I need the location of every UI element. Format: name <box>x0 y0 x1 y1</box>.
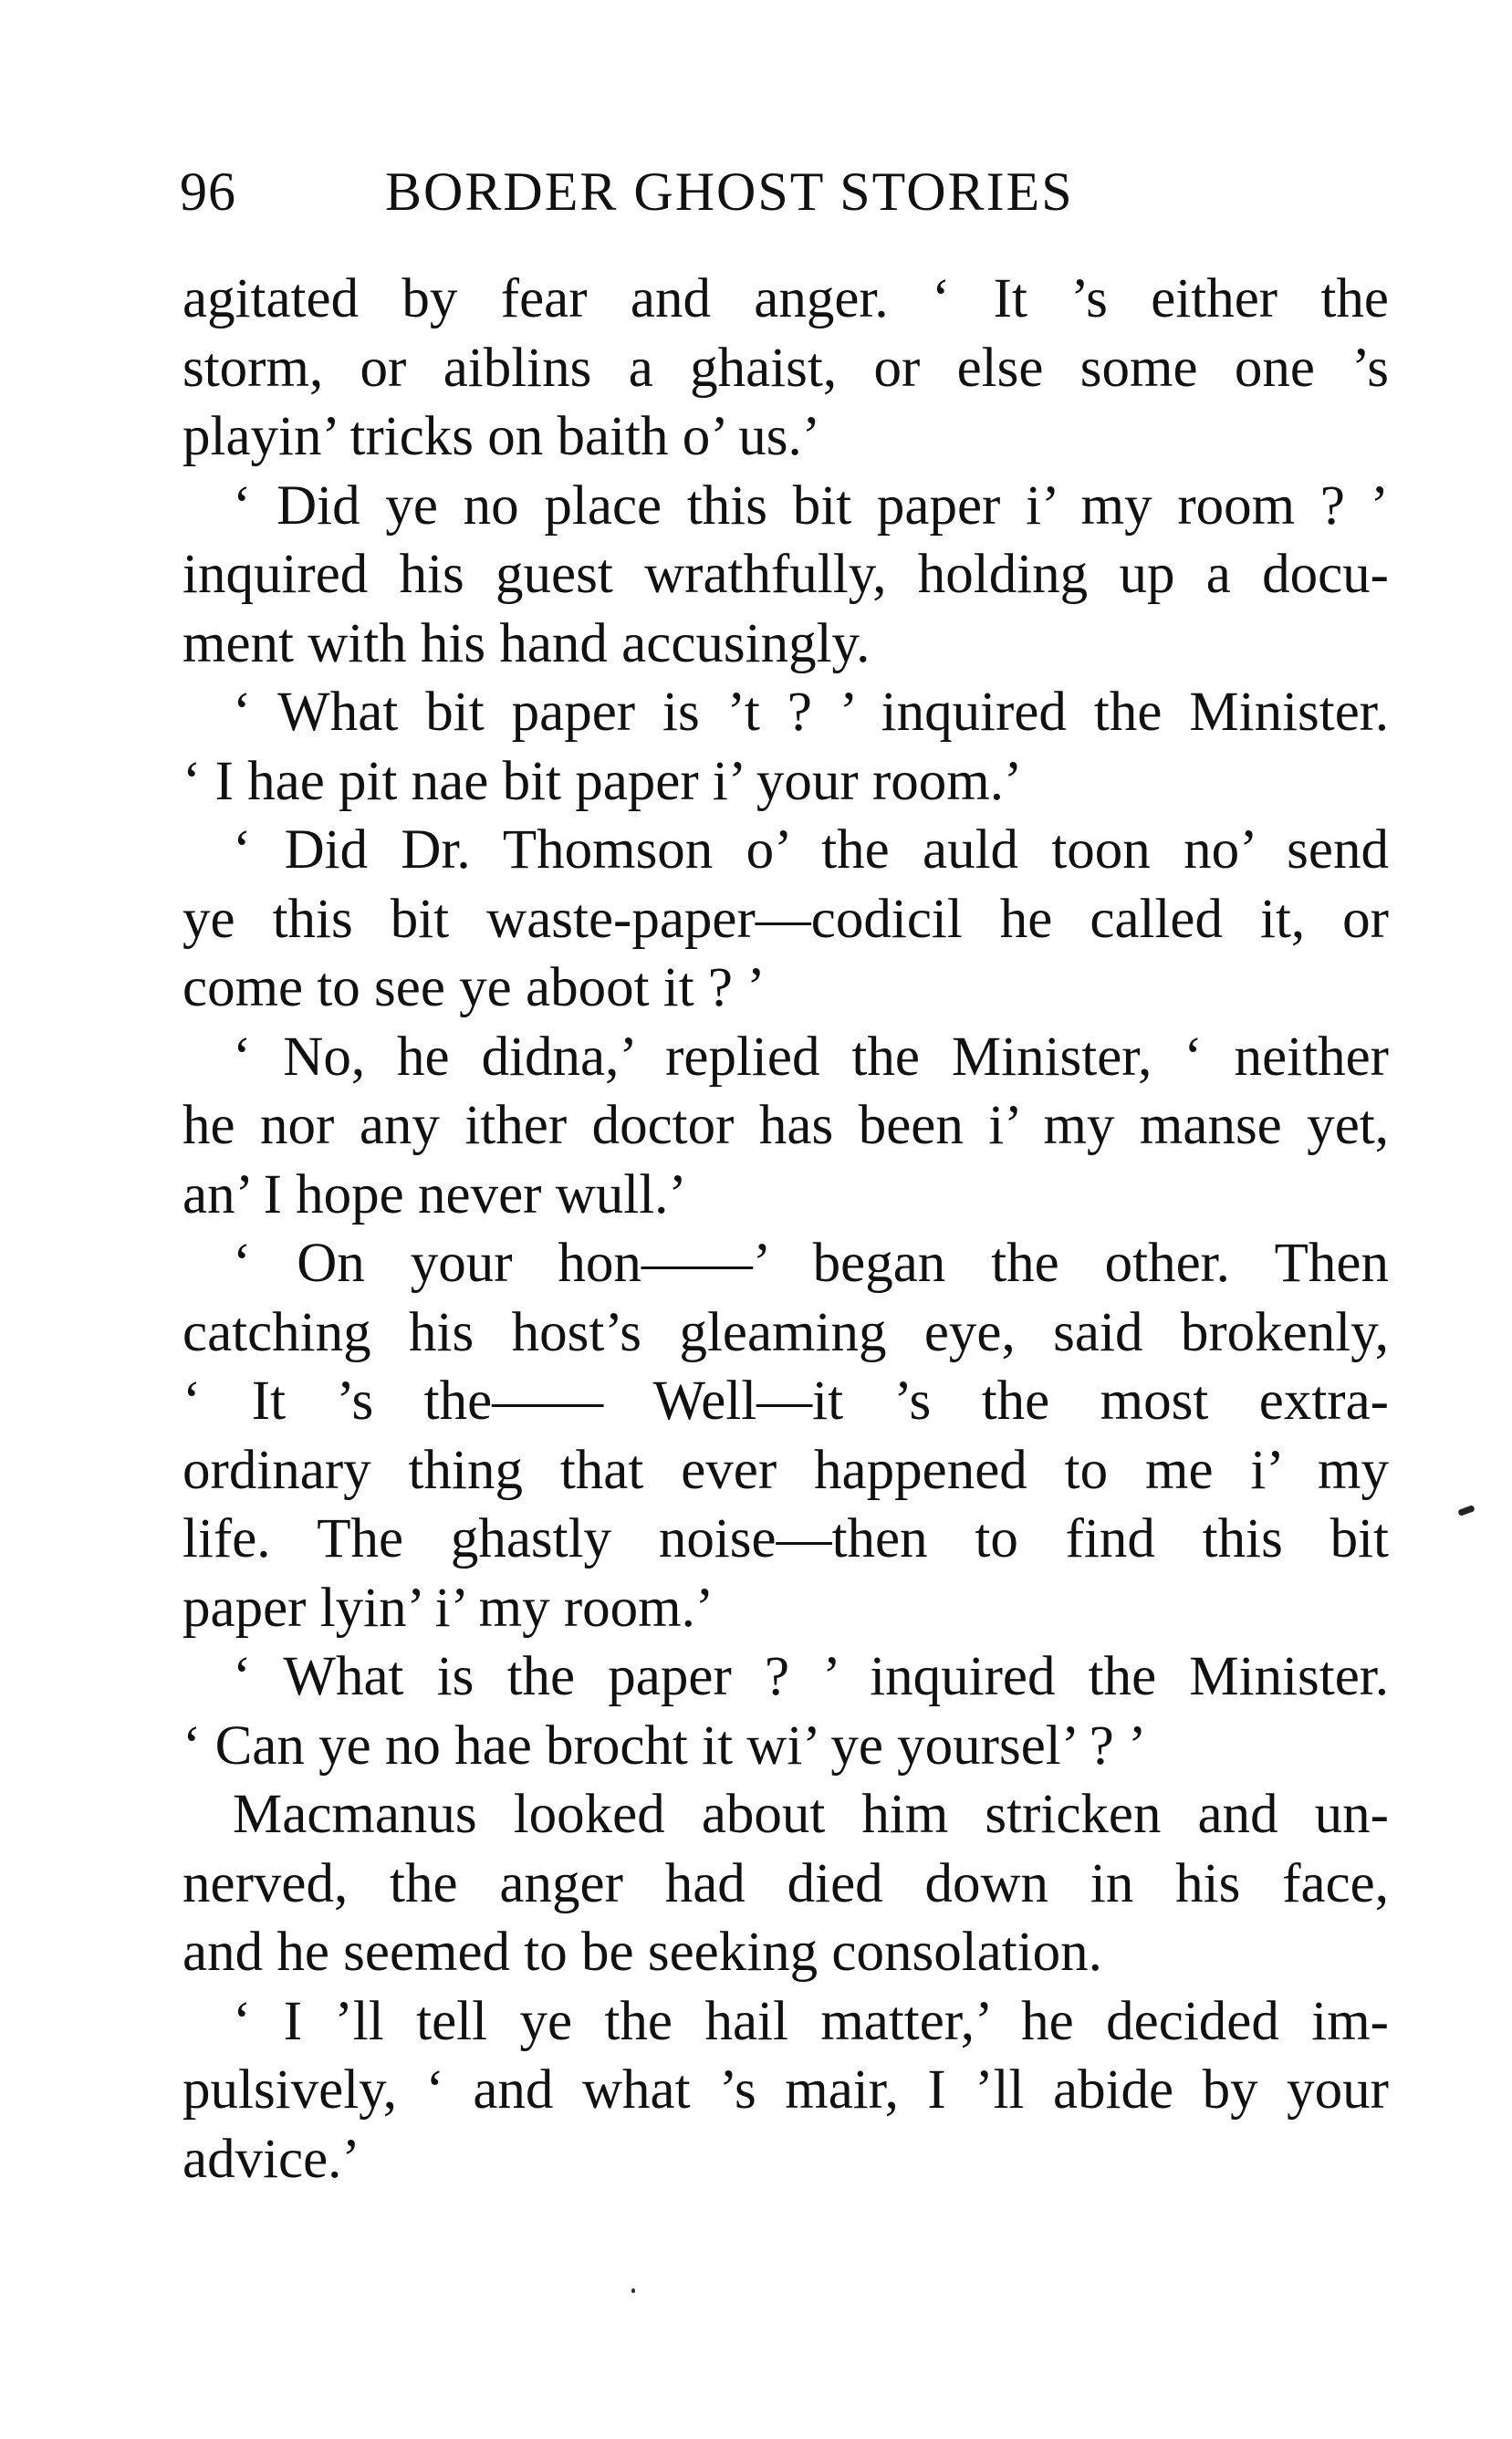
ink-speck <box>631 2288 635 2293</box>
text-line: and he seemed to be seeking consolation. <box>182 1922 1102 1983</box>
text-line: ordinary thing that ever happened to me i’ my <box>182 1439 1389 1501</box>
text-line: playin’ tricks on baith o’ us.’ <box>182 406 821 467</box>
text-line: ‘ Did Dr. Thomson o’ the auld toon no’ send <box>233 819 1389 881</box>
text-line: advice.’ <box>182 2128 360 2190</box>
text-line: ‘ I hae pit nae bit paper i’ your room.’ <box>182 750 1023 812</box>
text-line: inquired his guest wrathfully, holding up a docu- <box>182 544 1389 605</box>
text-line: agitated by fear and anger. ‘ It ’s either the <box>182 268 1389 329</box>
text-line: ment with his hand accusingly. <box>182 612 871 674</box>
body-text <box>182 265 1389 2194</box>
text-line: ‘ Can ye no hae brocht it wi’ ye yoursel’ ? ’ <box>182 1715 1147 1777</box>
margin-ink-mark <box>1457 1505 1475 1517</box>
text-line: catching his host’s gleaming eye, said brokenly, <box>182 1301 1389 1363</box>
text-line: ‘ What is the paper ? ’ inquired the Minister. <box>233 1646 1389 1707</box>
text-line: nerved, the anger had died down in his face, <box>182 1852 1389 1914</box>
text-line: ‘ What bit paper is ’t ? ’ inquired the Minister. <box>233 682 1389 743</box>
text-line: he nor any ither doctor has been i’ my manse yet, <box>182 1095 1389 1156</box>
text-line: paper lyin’ i’ my room.’ <box>182 1577 714 1639</box>
text-line: Macmanus looked about him stricken and un- <box>233 1784 1389 1845</box>
text-line: ‘ It ’s the—— Well—it ’s the most extra- <box>182 1371 1389 1432</box>
running-title: BORDER GHOST STORIES <box>385 162 1074 222</box>
text-line: storm, or aiblins a ghaist, or else some one ’s <box>182 337 1389 399</box>
text-line: ‘ No, he didna,’ replied the Minister, ‘ neither <box>233 1026 1389 1088</box>
text-line: come to see ye aboot it ? ’ <box>182 957 766 1018</box>
text-line: ye this bit waste-paper—codicil he called it, or <box>182 888 1389 950</box>
text-line: pulsively, ‘ and what ’s mair, I ’ll abide by your <box>182 2059 1389 2121</box>
page-number: 96 <box>180 162 236 222</box>
running-head <box>180 155 1384 228</box>
text-line: ‘ Did ye no place this bit paper i’ my room ? ’ <box>233 474 1389 537</box>
text-line: ‘ I ’ll tell ye the hail matter,’ he decided im- <box>233 1990 1389 2052</box>
text-line: life. The ghastly noise—then to find this bit <box>182 1508 1389 1569</box>
text-line: ‘ On your hon——’ began the other. Then <box>233 1233 1389 1294</box>
text-line: an’ I hope never wull.’ <box>182 1163 687 1225</box>
